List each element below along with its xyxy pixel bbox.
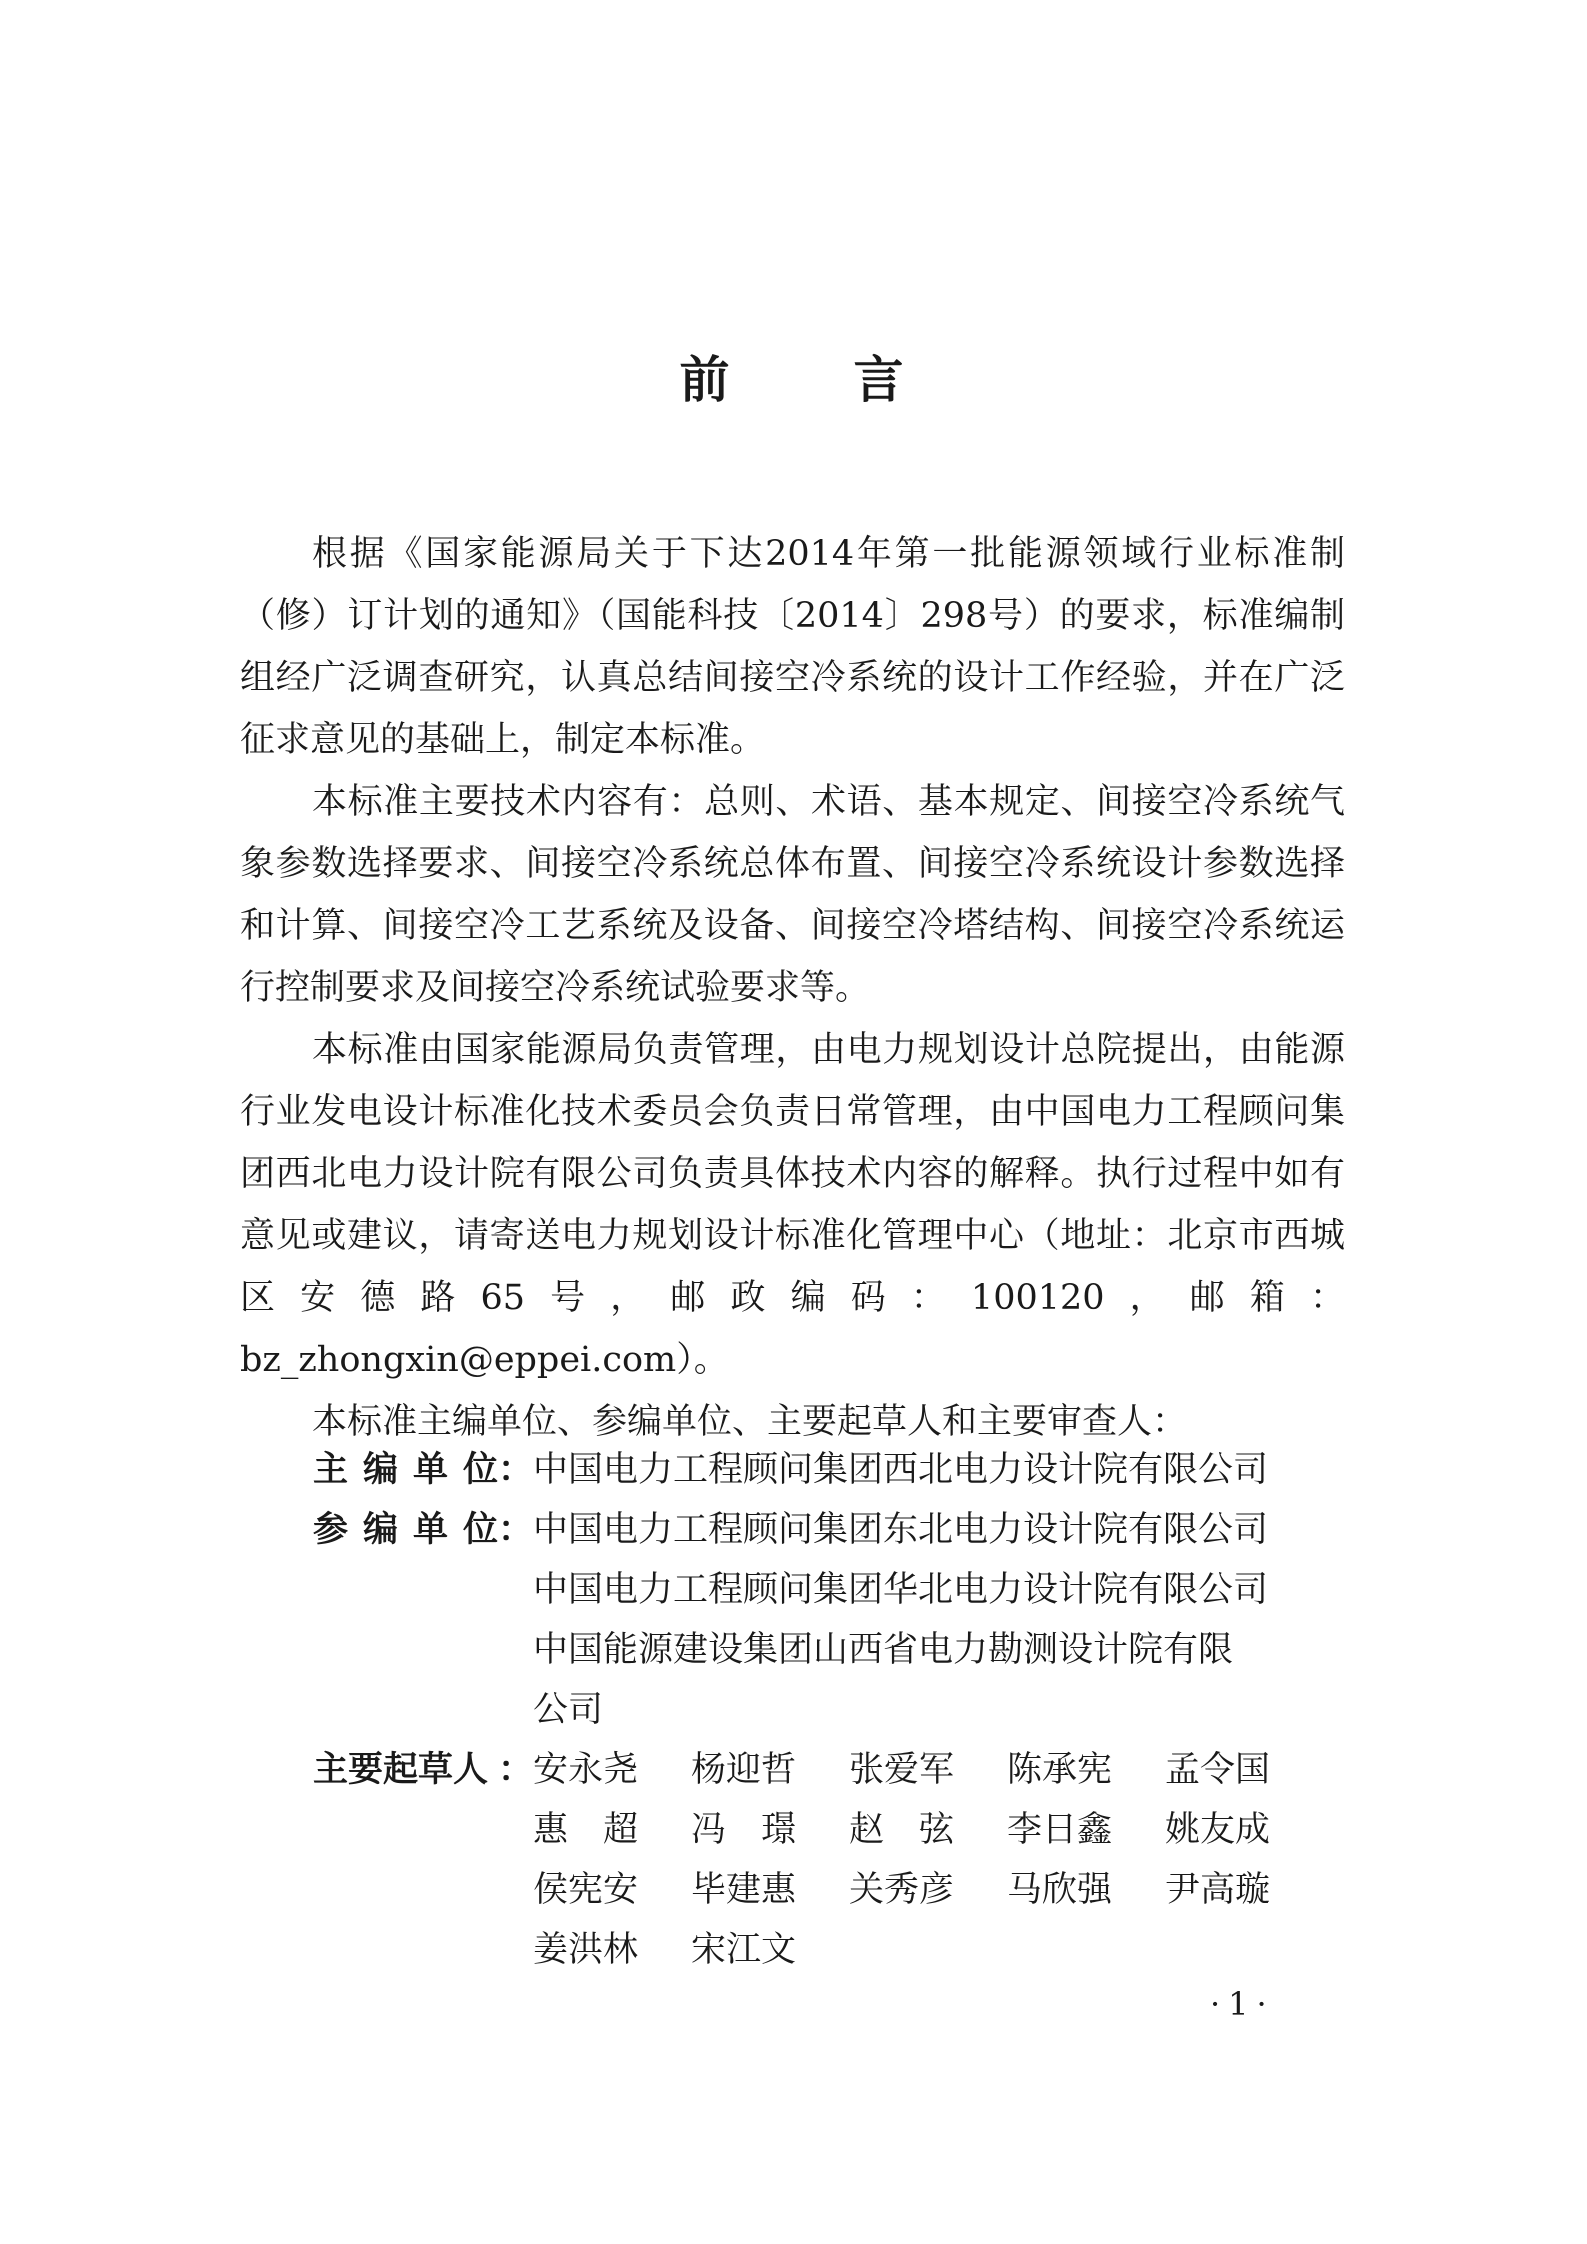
drafter-name: 冯 璟 bbox=[691, 1810, 797, 1850]
drafter-name: 侯宪安 bbox=[533, 1870, 639, 1910]
drafters-row-1 bbox=[533, 1740, 1348, 1800]
drafter-name: 杨迎哲 bbox=[691, 1750, 797, 1790]
drafters-row bbox=[313, 1740, 1348, 1980]
paragraph-2: 本标准主要技术内容有：总则、术语、基本规定、间接空冷系统气象参数选择要求、间接空冷系统总体布置、间接空冷系统设计参数选择和计算、间接空冷工艺系统及设备、间接空冷塔结构、间接空冷系统运行控制要求及间接空冷系统试验要求等。 bbox=[240, 782, 1345, 1008]
foreword-body bbox=[240, 523, 1345, 1453]
drafters-label: 主要起草人 ： bbox=[313, 1750, 533, 1790]
participating-units-values bbox=[533, 1500, 1348, 1740]
drafter-name: 姚友成 bbox=[1165, 1810, 1271, 1850]
drafter-name: 尹高璇 bbox=[1165, 1870, 1271, 1910]
drafters-row-3 bbox=[533, 1860, 1348, 1920]
page-number: ·1· bbox=[1210, 1985, 1275, 2023]
drafters-row-4 bbox=[533, 1920, 1348, 1980]
drafter-name: 陈承宪 bbox=[1007, 1750, 1113, 1790]
contributors-roster bbox=[313, 1440, 1348, 1980]
drafter-name: 惠 超 bbox=[533, 1810, 639, 1850]
drafter-name: 李日鑫 bbox=[1007, 1810, 1113, 1850]
drafter-name: 赵 弦 bbox=[849, 1810, 955, 1850]
chief-unit-label: 主 编 单 位 ： bbox=[313, 1450, 533, 1490]
participating-unit-1: 中国电力工程顾问集团东北电力设计院有限公司 bbox=[533, 1510, 1269, 1550]
chief-unit-value: 中国电力工程顾问集团西北电力设计院有限公司 bbox=[533, 1450, 1269, 1490]
drafter-name: 马欣强 bbox=[1007, 1870, 1113, 1910]
drafter-name: 安永尧 bbox=[533, 1750, 639, 1790]
drafters-row-2 bbox=[533, 1800, 1348, 1860]
page-title bbox=[0, 340, 1587, 412]
drafter-name: 孟令国 bbox=[1165, 1750, 1271, 1790]
participating-unit-3: 中国能源建设集团山西省电力勘测设计院有限 bbox=[533, 1630, 1234, 1670]
participating-unit-2: 中国电力工程顾问集团华北电力设计院有限公司 bbox=[533, 1570, 1269, 1610]
chief-unit-row bbox=[313, 1440, 1348, 1500]
drafters-names bbox=[533, 1740, 1348, 1980]
drafter-name: 毕建惠 bbox=[691, 1870, 797, 1910]
title-char-2: 言 bbox=[853, 351, 908, 409]
drafter-name: 宋江文 bbox=[691, 1930, 797, 1970]
paragraph-3: 本标准由国家能源局负责管理，由电力规划设计总院提出，由能源行业发电设计标准化技术委员会负责日常管理，由中国电力工程顾问集团西北电力设计院有限公司负责具体技术内容的解释。执行过程中如有意见或建议，请寄送电力规划设计标准化管理中心（地址：北京市西城区安德路65号，邮政编码：100120，邮箱：bz_zhongxin@eppei.com）。 bbox=[240, 1030, 1345, 1380]
paragraph-4: 本标准主编单位、参编单位、主要起草人和主要审查人： bbox=[312, 1402, 1188, 1442]
drafter-name: 关秀彦 bbox=[849, 1870, 955, 1910]
participating-units-label: 参 编 单 位 ： bbox=[313, 1510, 533, 1550]
drafter-name: 姜洪林 bbox=[533, 1930, 639, 1970]
participating-unit-3-cont: 公司 bbox=[533, 1690, 604, 1730]
paragraph-1: 根据《国家能源局关于下达2014年第一批能源领域行业标准制（修）订计划的通知》（国能科技〔2014〕298号）的要求，标准编制组经广泛调查研究，认真总结间接空冷系统的设计工作经验，并在广泛征求意见的基础上，制定本标准。 bbox=[240, 534, 1345, 760]
title-char-1: 前 bbox=[679, 351, 734, 409]
participating-units-row bbox=[313, 1500, 1348, 1740]
drafter-name: 张爱军 bbox=[849, 1750, 955, 1790]
